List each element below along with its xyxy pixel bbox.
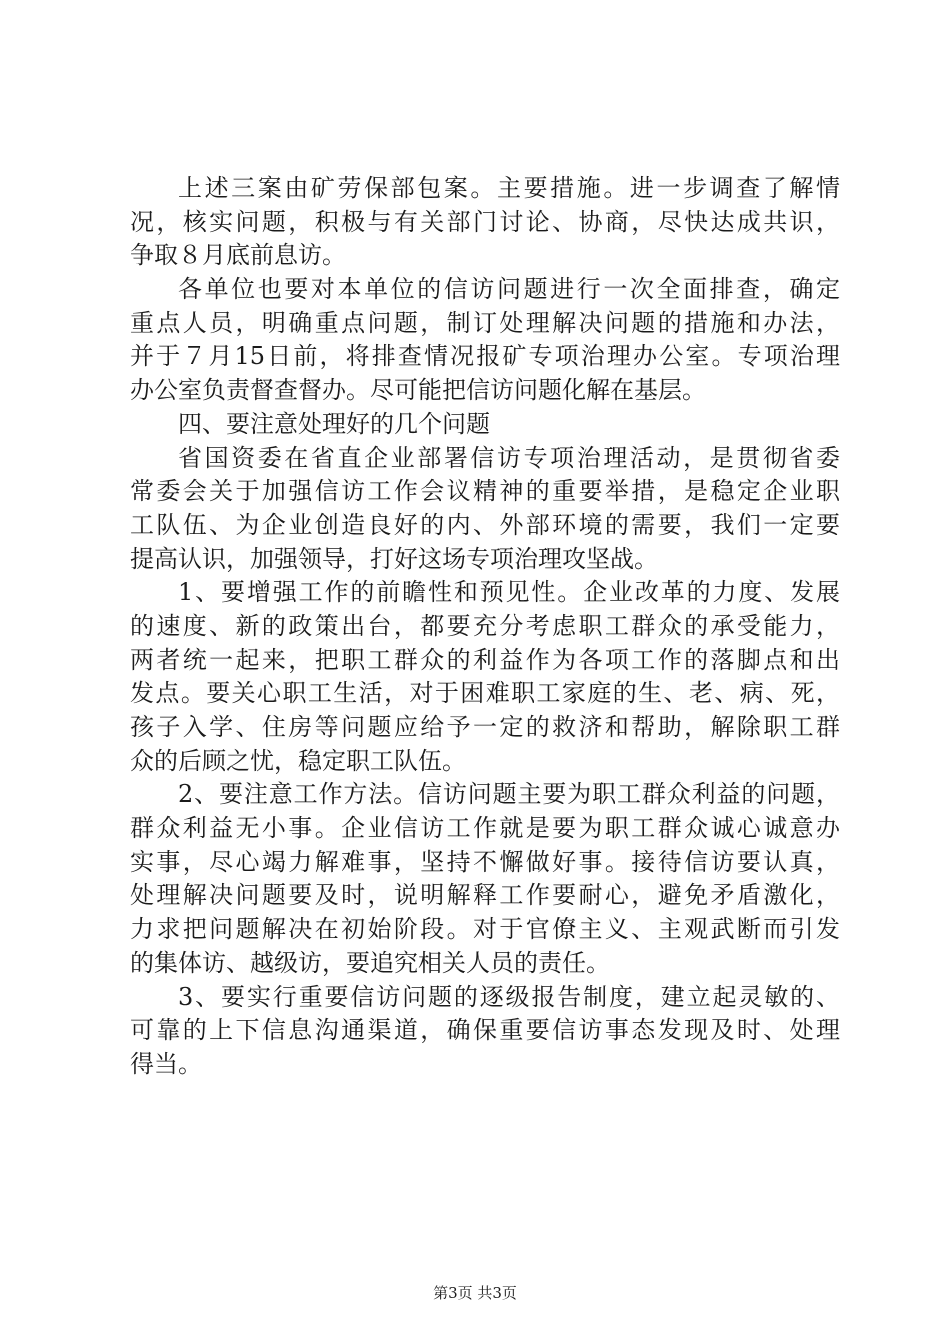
- text-line: 发点。要关心职工生活，对于困难职工家庭的生、老、病、死，: [130, 679, 840, 708]
- text-line: 力求把问题解决在初始阶段。对于官僚主义、主观武断而引发: [130, 915, 840, 944]
- document-body: [130, 172, 840, 1082]
- text-line: 得当。: [130, 1049, 202, 1078]
- text-line: 的集体访、越级访，要追究相关人员的责任。: [130, 948, 610, 977]
- text-line: 两者统一起来，把职工群众的利益作为各项工作的落脚点和出: [130, 645, 840, 674]
- text-line: 的速度、新的政策出台，都要充分考虑职工群众的承受能力，: [130, 611, 840, 640]
- text-line: 工队伍、为企业创造良好的内、外部环境的需要，我们一定要: [130, 510, 840, 539]
- text-line: 况，核实问题，积极与有关部门讨论、协商，尽快达成共识，: [130, 207, 840, 236]
- page-footer: [0, 1283, 950, 1303]
- text-line: 省国资委在省直企业部署信访专项治理活动，是贯彻省委: [178, 443, 840, 472]
- text-line: 上述三案由矿劳保部包案。主要措施。进一步调查了解情: [178, 174, 840, 202]
- text-line: 并于７月15日前，将排查情况报矿专项治理办公室。专项治理: [130, 342, 840, 371]
- text-line: 提高认识，加强领导，打好这场专项治理攻坚战。: [130, 544, 658, 573]
- text-line: 群众利益无小事。企业信访工作就是要为职工群众诚心诚意办: [130, 814, 840, 843]
- paragraph: [130, 981, 840, 1082]
- paragraph: [130, 442, 840, 577]
- text-line: 重点人员，明确重点问题，制订处理解决问题的措施和办法，: [130, 308, 840, 337]
- paragraph: [130, 172, 840, 273]
- text-line: 常委会关于加强信访工作会议精神的重要举措，是稳定企业职: [130, 477, 840, 506]
- text-line: 处理解决问题要及时，说明解释工作要耐心，避免矛盾激化，: [130, 881, 840, 910]
- text-line: 各单位也要对本单位的信访问题进行一次全面排查，确定: [178, 275, 840, 304]
- paragraph: [130, 576, 840, 778]
- page-number: 第3页 共3页: [433, 1284, 517, 1302]
- text-line: 争取８月底前息访。: [130, 241, 346, 270]
- text-line: 2、要注意工作方法。信访问题主要为职工群众利益的问题，: [178, 780, 840, 809]
- text-line: 办公室负责督查督办。尽可能把信访问题化解在基层。: [130, 376, 706, 405]
- paragraph: [130, 273, 840, 408]
- text-line: 众的后顾之忧，稳定职工队伍。: [130, 746, 466, 775]
- text-line: 四、要注意处理好的几个问题: [178, 409, 490, 438]
- text-line: 1、要增强工作的前瞻性和预见性。企业改革的力度、发展: [178, 578, 840, 607]
- text-line: 可靠的上下信息沟通渠道，确保重要信访事态发现及时、处理: [130, 1016, 840, 1045]
- text-line: 孩子入学、住房等问题应给予一定的救济和帮助，解除职工群: [130, 713, 840, 741]
- section-heading: [130, 408, 840, 442]
- text-line: 实事，尽心竭力解难事，坚持不懈做好事。接待信访要认真，: [130, 847, 840, 876]
- text-line: 3、要实行重要信访问题的逐级报告制度，建立起灵敏的、: [178, 982, 840, 1011]
- paragraph: [130, 778, 840, 980]
